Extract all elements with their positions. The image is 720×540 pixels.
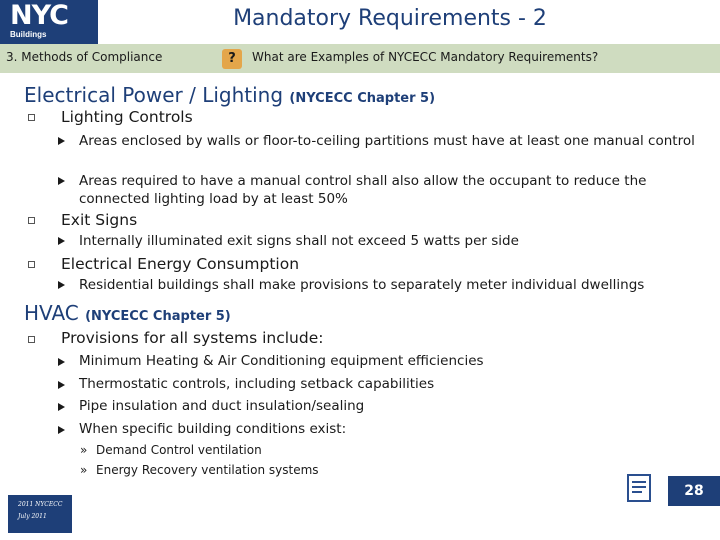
chapter-ref: (NYCECC Chapter 5) <box>85 309 231 324</box>
list-item: Internally illuminated exit signs shall not exceed 5 watts per side <box>79 233 519 249</box>
slide-content <box>0 73 720 493</box>
square-bullet-icon <box>28 217 35 224</box>
page-number: 28 <box>668 476 720 506</box>
list-item: Areas required to have a manual control shall also allow the occupant to reduce the connected lighting load by at least 50% <box>79 173 647 207</box>
arrow-bullet-icon <box>58 403 65 411</box>
footer-line1: 2011 NYCECC <box>18 501 63 508</box>
heading-text: HVAC <box>24 301 79 325</box>
section-heading-hvac <box>24 301 231 325</box>
section-bar <box>0 44 720 73</box>
section-heading-electrical <box>24 83 435 107</box>
section-label: 3. Methods of Compliance <box>6 50 163 64</box>
square-bullet-icon <box>28 336 35 343</box>
arrow-bullet-icon <box>58 358 65 366</box>
arrow-bullet-icon <box>58 381 65 389</box>
document-icon <box>626 473 652 503</box>
question-icon: ? <box>222 49 242 69</box>
arrow-bullet-icon <box>58 237 65 245</box>
square-bullet-icon <box>28 114 35 121</box>
slide-header <box>0 0 720 73</box>
double-chevron-icon: » <box>80 463 88 477</box>
chapter-ref: (NYCECC Chapter 5) <box>289 91 436 106</box>
list-item: Energy Recovery ventilation systems <box>96 463 319 477</box>
list-item: Provisions for all systems include: <box>61 329 324 347</box>
list-item: Pipe insulation and duct insulation/sealing <box>79 398 365 414</box>
list-item: Areas enclosed by walls or floor-to-ceiling partitions must have at least one manual control <box>79 133 695 149</box>
nyc-buildings-logo <box>0 0 98 44</box>
footer-line2: July 2011 <box>18 513 47 520</box>
list-item: When specific building conditions exist: <box>79 421 347 437</box>
logo-subtext: Buildings <box>10 30 47 39</box>
list-item: Exit Signs <box>61 211 138 229</box>
arrow-bullet-icon <box>58 177 65 185</box>
page-title: Mandatory Requirements - 2 <box>233 6 547 31</box>
double-chevron-icon: » <box>80 443 88 457</box>
list-item: Thermostatic controls, including setback capabilities <box>79 376 435 392</box>
arrow-bullet-icon <box>58 137 65 145</box>
question-text: What are Examples of NYCECC Mandatory Requirements? <box>252 50 599 64</box>
list-item: Demand Control ventilation <box>96 443 262 457</box>
list-item: Minimum Heating & Air Conditioning equipment efficiencies <box>79 353 484 369</box>
heading-text: Electrical Power / Lighting <box>24 83 284 107</box>
square-bullet-icon <box>28 261 35 268</box>
logo-text: NYC <box>10 0 69 31</box>
list-item: Lighting Controls <box>61 108 193 126</box>
arrow-bullet-icon <box>58 281 65 289</box>
slide-footer <box>0 493 720 540</box>
arrow-bullet-icon <box>58 426 65 434</box>
list-item: Electrical Energy Consumption <box>61 255 300 273</box>
list-item: Residential buildings shall make provisions to separately meter individual dwellings <box>79 277 645 293</box>
